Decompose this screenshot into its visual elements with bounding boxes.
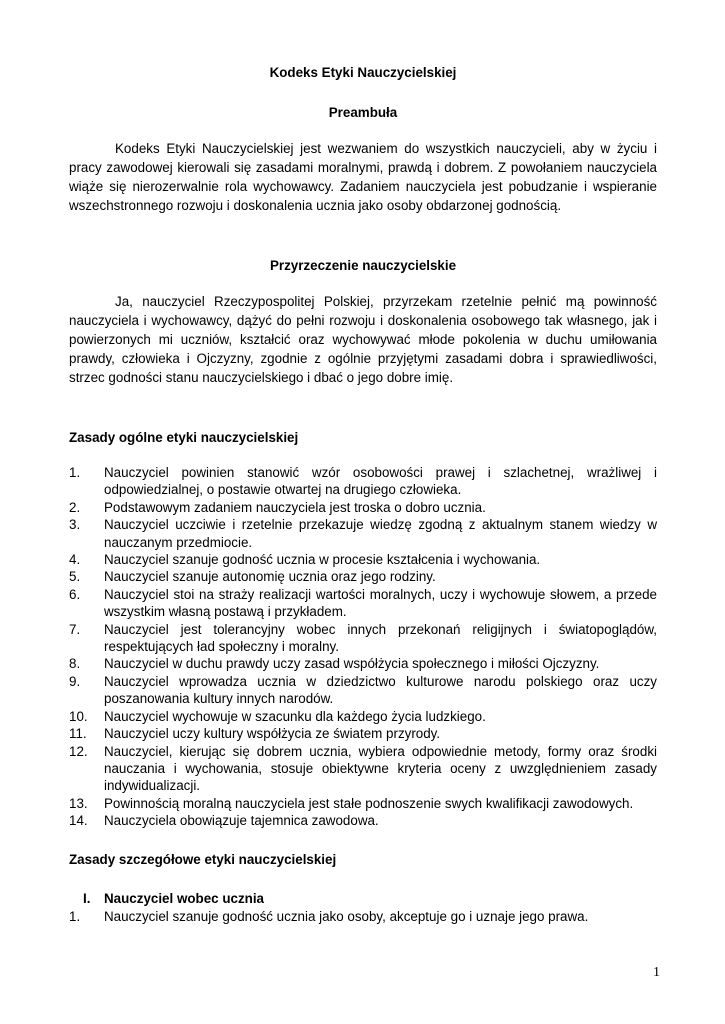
list-item — [69, 568, 657, 585]
list-item-number: 4. — [69, 552, 81, 568]
list-item-text: Nauczyciel uczy kultury współżycia ze światem przyrody. — [104, 726, 441, 742]
list-item-text: Nauczyciel stoi na straży realizacji wartości moralnych, uczy i wychowuje słowem, a przede wszystkim własną postawą i przykładem. — [104, 586, 657, 620]
list-item-text: Nauczyciel szanuje godność ucznia w procesie kształcenia i wychowania. — [104, 552, 541, 568]
list-item — [69, 516, 657, 551]
list-item — [69, 743, 657, 795]
general-rules-list — [69, 464, 657, 830]
list-item-number: 2. — [69, 499, 81, 515]
preamble-text: Kodeks Etyki Nauczycielskiej jest wezwaniem do wszystkich nauczycieli, aby w życiu i pracy zawodowej kierowali się zasadami moralnymi, prawdą i dobrem. Z powołaniem nauczyciela wiąże się nierozerwalnie rola wychowawcy. Zadaniem nauczyciela jest pobudzanie i wspieranie wszechstronnego rozwoju i doskonalenia ucznia jako osoby obdarzonej godnością. — [69, 141, 657, 213]
list-item-number: 14. — [69, 813, 88, 829]
list-item — [69, 586, 657, 621]
list-item — [69, 795, 657, 812]
page-number: 1 — [653, 965, 660, 980]
general-rules-heading: Zasady ogólne etyki nauczycielskiej — [69, 430, 299, 445]
list-item-number: 5. — [69, 569, 81, 585]
list-item-number: 1. — [69, 908, 81, 924]
list-item-number: 13. — [69, 795, 88, 811]
list-item-number: 8. — [69, 656, 81, 672]
list-item — [69, 708, 657, 725]
list-item-text: Powinnością moralną nauczyciela jest stałe podnoszenie swych kwalifikacji zawodowych. — [104, 795, 634, 811]
list-item — [69, 908, 657, 925]
subsection-number: I. — [83, 890, 91, 906]
list-item — [69, 655, 657, 672]
list-item-text: Nauczyciel wychowuje w szacunku dla każdego życia ludzkiego. — [104, 708, 486, 724]
list-item-number: 9. — [69, 673, 81, 689]
list-item-text: Nauczyciel w duchu prawdy uczy zasad współżycia społecznego i miłości Ojczyzny. — [104, 656, 600, 672]
subsection-heading — [69, 890, 657, 908]
list-item — [69, 725, 657, 742]
list-item-number: 1. — [69, 465, 81, 480]
list-item-number: 12. — [69, 743, 88, 759]
list-item-number: 6. — [69, 586, 81, 602]
detailed-rules-list — [69, 908, 657, 925]
document-page — [69, 64, 657, 925]
detailed-rules-heading: Zasady szczegółowe etyki nauczycielskiej — [69, 851, 337, 867]
list-item-text: Nauczyciel jest tolerancyjny wobec innych przekonań religijnych i światopoglądów, respektujących ład społeczny i moralny. — [104, 621, 657, 655]
list-item-text: Nauczyciel wprowadza ucznia w dziedzictwo kulturowe narodu polskiego oraz uczy poszanowania kultury innych narodów. — [104, 673, 657, 707]
list-item-number: 10. — [69, 708, 88, 724]
list-item-text: Nauczyciel powinien stanowić wzór osobowości prawej i szlachetnej, wrażliwej i odpowiedzialnej, o postawie otwartej na drugiego człowieka. — [104, 465, 657, 498]
list-item-text: Podstawowym zadaniem nauczyciela jest troska o dobro ucznia. — [104, 499, 486, 515]
list-item — [69, 499, 657, 516]
list-item-text: Nauczyciel uczciwie i rzetelnie przekazuje wiedzę zgodną z aktualnym stanem wiedzy w nauczanym przedmiocie. — [104, 517, 657, 550]
subsection-title: Nauczyciel wobec ucznia — [104, 890, 265, 906]
oath-text: Ja, nauczyciel Rzeczypospolitej Polskiej, przyrzekam rzetelnie pełnić mą powinność nauczyciela i wychowawcy, dążyć do pełni rozwoju i doskonalenia osobowego tak własnego, jak i powierzonych mi uczniów, kształcić oraz wychowywać młode pokolenia w duchu umiłowania prawdy, człowieka i Ojczyzny, zgodnie z ogólnie przyjętymi zasadami dobra i sprawiedliwości, strzec godności stanu nauczycielskiego i dbać o jego dobre imię. — [69, 294, 657, 385]
list-item — [69, 812, 657, 829]
oath-heading: Przyrzeczenie nauczycielskie — [269, 258, 457, 273]
list-item-text: Nauczyciel szanuje autonomię ucznia oraz jego rodziny. — [104, 569, 436, 585]
list-item — [69, 551, 657, 568]
list-item-number: 11. — [69, 726, 87, 742]
list-item — [69, 673, 657, 708]
list-item-number: 7. — [69, 621, 81, 637]
preamble-heading: Preambuła — [328, 105, 398, 120]
list-item-text: Nauczyciel szanuje godność ucznia jako osoby, akceptuje go i uznaje jego prawa. — [104, 908, 589, 924]
list-item-number: 3. — [69, 517, 81, 533]
list-item-text: Nauczyciel, kierując się dobrem ucznia, wybiera odpowiednie metody, formy oraz środki nauczania i wychowania, stosuje obiektywne kryteria oceny z uwzględnieniem zasady indywidualizacji. — [104, 743, 657, 794]
document-title: Kodeks Etyki Nauczycielskiej — [269, 65, 457, 80]
list-item — [69, 464, 657, 499]
list-item — [69, 621, 657, 656]
list-item-text: Nauczyciela obowiązuje tajemnica zawodowa. — [104, 813, 379, 829]
